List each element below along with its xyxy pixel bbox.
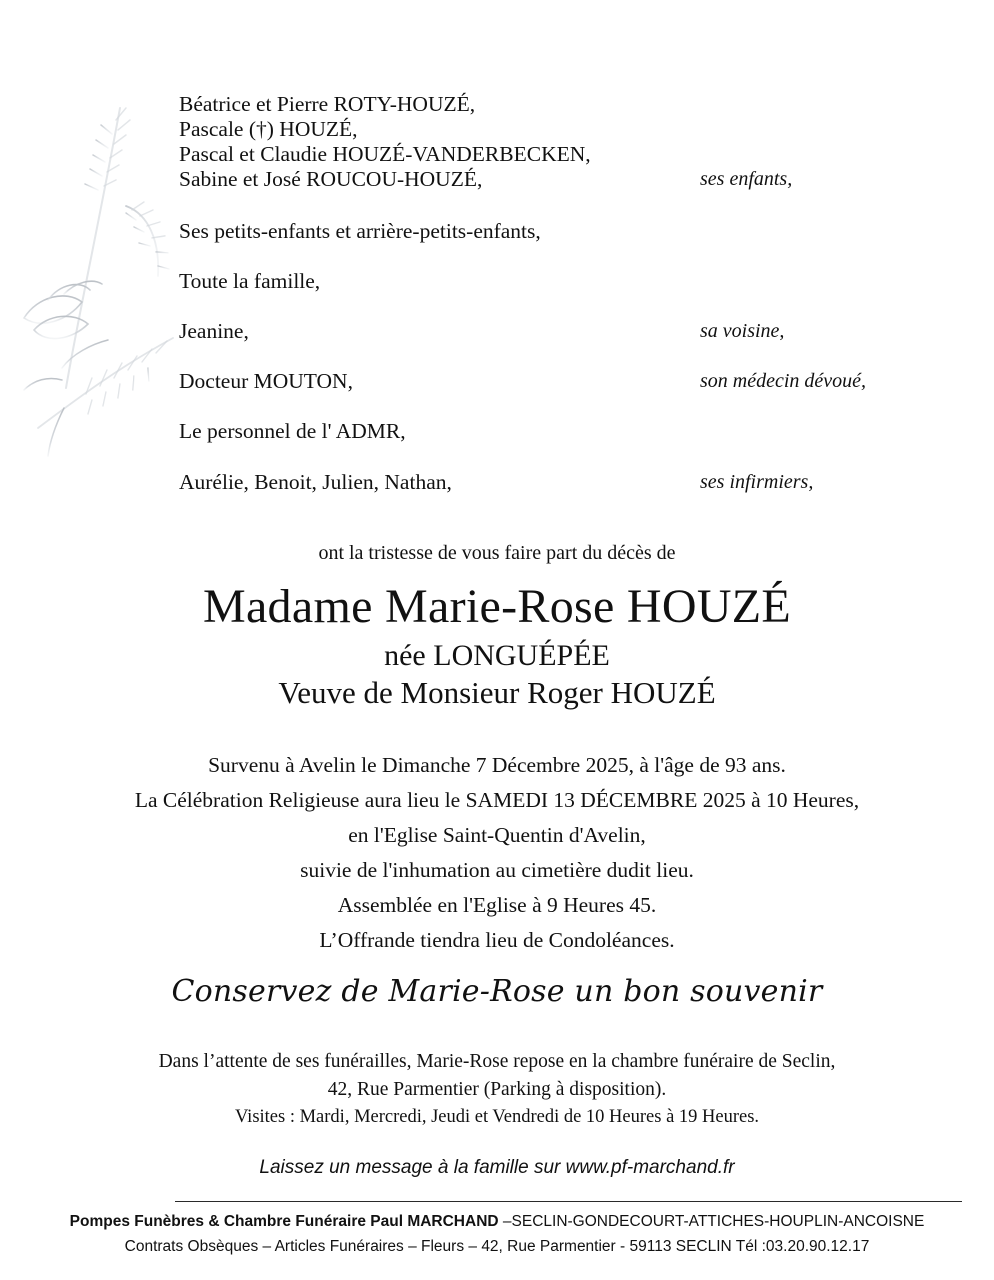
footer-company-towns: –SECLIN-GONDECOURT-ATTICHES-HOUPLIN-ANCOISNE: [502, 1213, 925, 1230]
chamber-line-2: 42, Rue Parmentier (Parking à disposition).: [327, 1079, 667, 1100]
mourner-row: [0, 142, 994, 167]
mourner-name: Ses petits-enfants et arrière-petits-enfants,: [179, 219, 541, 243]
deceased-name: Madame Marie-Rose HOUZÉ: [202, 580, 792, 633]
mourner-row: [0, 117, 994, 142]
footer-services-line: Contrats Obsèques – Articles Funéraires – Fleurs – 42, Rue Parmentier - 59113 SECLIN Tél :03.20.90.12.17: [124, 1238, 870, 1255]
footer-company-name: Pompes Funèbres & Chambre Funéraire Paul MARCHAND: [69, 1213, 503, 1230]
mourner-row: [0, 167, 994, 219]
mourner-row: [0, 419, 994, 470]
widow-of-line: Veuve de Monsieur Roger HOUZÉ: [278, 675, 716, 710]
ceremony-line: Assemblée en l'Eglise à 9 Heures 45.: [337, 893, 657, 917]
mourner-row: [0, 219, 994, 269]
footer-divider: [175, 1201, 962, 1202]
mourners-list: [0, 92, 994, 510]
mourner-name: Toute la famille,: [179, 269, 321, 293]
ceremony-line: La Célébration Religieuse aura lieu le SAMEDI 13 DÉCEMBRE 2025 à 10 Heures,: [134, 788, 860, 812]
mourner-row: [0, 92, 994, 117]
mourner-relation: son médecin dévoué,: [700, 370, 867, 392]
mourner-row: [0, 269, 994, 319]
mourner-name: Le personnel de l' ADMR,: [179, 419, 406, 443]
footer-block: [0, 1209, 994, 1259]
leave-message-line[interactable]: Laissez un message à la famille sur www.pf-marchand.fr: [259, 1157, 735, 1178]
mourner-name: Béatrice et Pierre ROTY-HOUZÉ,: [179, 92, 476, 116]
mourner-relation: ses infirmiers,: [700, 471, 814, 493]
mourner-name: Sabine et José ROUCOU-HOUZÉ,: [179, 167, 483, 191]
ceremony-line: Survenu à Avelin le Dimanche 7 Décembre 2025, à l'âge de 93 ans.: [208, 753, 786, 777]
mourner-row: [0, 319, 994, 369]
mourner-name: Docteur MOUTON,: [179, 369, 353, 393]
footer-company-line: [0, 1209, 994, 1234]
funeral-chamber-info: [0, 1048, 994, 1131]
ceremony-line: suivie de l'inhumation au cimetière dudit lieu.: [300, 858, 694, 882]
mourner-row: [0, 369, 994, 419]
announcement-lead: ont la tristesse de vous faire part du décès de: [318, 542, 676, 564]
mourner-name: Jeanine,: [179, 319, 249, 343]
mourner-name: Pascale (†) HOUZÉ,: [179, 117, 358, 141]
maiden-name: née LONGUÉPÉE: [384, 639, 610, 672]
chamber-line-1: Dans l’attente de ses funérailles, Marie-Rose repose en la chambre funéraire de Seclin,: [158, 1051, 836, 1072]
mourner-name: Pascal et Claudie HOUZÉ-VANDERBECKEN,: [179, 142, 591, 166]
souvenir-line: Conservez de Marie-Rose un bon souvenir: [171, 974, 823, 1009]
chamber-visiting-hours: Visites : Mardi, Mercredi, Jeudi et Vendredi de 10 Heures à 19 Heures.: [234, 1107, 760, 1127]
announcement-block: [0, 540, 994, 712]
mourner-row: [0, 470, 994, 510]
ceremony-line: en l'Eglise Saint-Quentin d'Avelin,: [348, 823, 646, 847]
ceremony-details: [0, 748, 994, 958]
mourner-name: Aurélie, Benoit, Julien, Nathan,: [179, 470, 452, 494]
mourner-relation: sa voisine,: [700, 320, 785, 342]
ceremony-line: L’Offrande tiendra lieu de Condoléances.: [319, 928, 675, 952]
mourner-relation: ses enfants,: [700, 168, 793, 190]
